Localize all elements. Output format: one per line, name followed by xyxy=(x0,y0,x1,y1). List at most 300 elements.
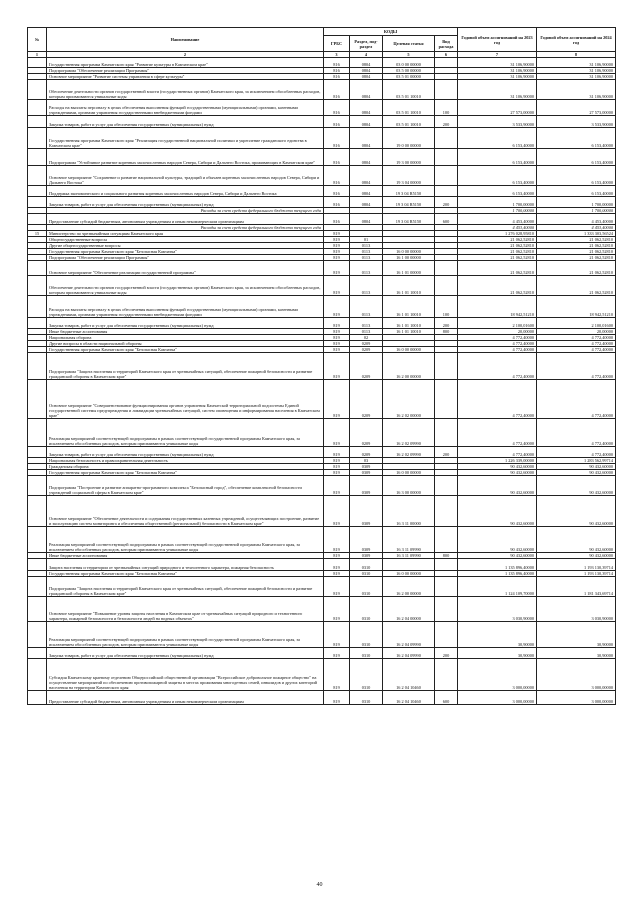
cell-grbs: 819 xyxy=(324,249,350,255)
cell-cs: 16 3 11 09990 xyxy=(383,553,435,559)
cell-grbs: 816 xyxy=(324,214,350,225)
cell-grbs: 816 xyxy=(324,74,350,80)
column-number: 4 xyxy=(350,52,383,58)
cell-rz: 0310 xyxy=(350,622,383,648)
cell-cs: 16 2 04 09990 xyxy=(383,648,435,659)
cell-y2023: 21 062,52810 xyxy=(458,249,537,255)
cell-rz: 0209 xyxy=(350,447,383,458)
cell-name: Подпрограмма "Построение и развитие аппаратно-программного комплекса "Безопасный город", обеспечение комплексной безопасности учреждений социальной сферы в Камчатском крае" xyxy=(47,476,324,496)
cell-grbs: 819 xyxy=(324,329,350,335)
table-row xyxy=(28,476,616,496)
cell-vr xyxy=(435,149,458,166)
table-row xyxy=(28,197,616,208)
cell-cs: 16 2 02 09990 xyxy=(383,419,435,447)
cell-rz: 0310 xyxy=(350,648,383,659)
cell-num xyxy=(28,447,47,458)
cell-rz: 0310 xyxy=(350,577,383,597)
cell-cs: 03 5 01 10010 xyxy=(383,100,435,116)
cell-y2024: 30,90000 xyxy=(537,648,616,659)
cell-vr xyxy=(435,128,458,149)
cell-name: Государственная программа Камчатского края "Безопасная Камчатка" xyxy=(47,470,324,476)
cell-cs: 16 2 00 00000 xyxy=(383,353,435,380)
cell-rz: 0804 xyxy=(350,214,383,225)
cell-rz: 0309 xyxy=(350,476,383,496)
cell-y2024: 6 153,40000 xyxy=(537,166,616,186)
cell-rz: 0113 xyxy=(350,329,383,335)
cell-grbs: 816 xyxy=(324,186,350,197)
cell-cs: 19 3 00 00000 xyxy=(383,149,435,166)
table-row xyxy=(28,58,616,68)
cell-num xyxy=(28,166,47,186)
table-row xyxy=(28,128,616,149)
cell-num xyxy=(28,100,47,116)
table-row xyxy=(28,648,616,659)
cell-y2023: 6 153,40000 xyxy=(458,149,537,166)
cell-grbs: 819 xyxy=(324,659,350,691)
header-vr: Вид расхода xyxy=(435,36,458,52)
cell-cs: 19 3 04 R5150 xyxy=(383,186,435,197)
table-row xyxy=(28,496,616,527)
cell-rz: 0309 xyxy=(350,470,383,476)
cell-y2023: 4 772,40000 xyxy=(458,341,537,347)
cell-grbs: 819 xyxy=(324,571,350,577)
cell-y2024: 4 772,40000 xyxy=(537,335,616,341)
cell-y2024: 21 062,52810 xyxy=(537,243,616,249)
cell-name: Закупка товаров, работ и услуг для обеспечения государственных (муниципальных) нужд xyxy=(47,447,324,458)
cell-num xyxy=(28,58,47,68)
cell-cs: 16 2 02 09990 xyxy=(383,447,435,458)
cell-y2023: 1 226 339,00000 xyxy=(458,458,537,464)
cell-vr: 200 xyxy=(435,318,458,329)
header-rz: Раздел, под-раздел xyxy=(350,36,383,52)
cell-num xyxy=(28,559,47,571)
cell-rz: 0309 xyxy=(350,553,383,559)
cell-vr: 600 xyxy=(435,214,458,225)
cell-y2024: 1 193 130,39714 xyxy=(537,571,616,577)
cell-vr xyxy=(435,261,458,276)
cell-grbs: 819 xyxy=(324,476,350,496)
cell-y2023: 3 533,90000 xyxy=(458,116,537,128)
cell-cs: 16 1 00 00000 xyxy=(383,255,435,261)
cell-name: Реализация мероприятий соответствующей подпрограммы в рамках соответствующей государственной программы Камчатского края, за исключением обособленных расходов, которым присваиваются уникальные коды xyxy=(47,622,324,648)
cell-y2023: 21 062,52810 xyxy=(458,243,537,249)
cell-vr xyxy=(435,80,458,100)
cell-grbs: 816 xyxy=(324,58,350,68)
cell-vr: 200 xyxy=(435,197,458,208)
cell-y2023: 18 942,51210 xyxy=(458,296,537,318)
cell-num xyxy=(28,527,47,553)
cell-name: Закупка товаров, работ и услуг для обеспечения государственных (муниципальных) нужд xyxy=(47,648,324,659)
cell-y2023: 4 453,40000 xyxy=(458,225,537,231)
cell-vr: 200 xyxy=(435,648,458,659)
cell-grbs: 819 xyxy=(324,527,350,553)
cell-name: Общегосударственные вопросы xyxy=(47,237,324,243)
cell-y2024: 3 030,90000 xyxy=(537,597,616,622)
cell-y2023: 90 432,60000 xyxy=(458,464,537,470)
cell-name: Государственная программа Камчатского края "Развитие культуры в Камчатском крае" xyxy=(47,58,324,68)
cell-name: Расходы на выплаты персоналу в целях обеспечения выполнения функций государственными (муниципальными) органами, казенными учреждениями, органами управления государственными внебюджетными фондами xyxy=(47,296,324,318)
cell-name: Закупка товаров, работ и услуг для обеспечения государственных (муниципальных) нужд xyxy=(47,116,324,128)
cell-name: Иные бюджетные ассигнования xyxy=(47,329,324,335)
cell-y2023: 30,90000 xyxy=(458,648,537,659)
cell-name: Основное мероприятие "Обеспечение деятельности и содержания государственных казенных учреждений, осуществляющих построение, развитие и эксплуатацию систем мониторинга и обеспечения общественной (региональной) безопасности в Камчатском крае" xyxy=(47,496,324,527)
table-row xyxy=(28,577,616,597)
cell-y2023: 4 772,40000 xyxy=(458,335,537,341)
cell-rz: 01 xyxy=(350,237,383,243)
cell-vr xyxy=(435,597,458,622)
cell-name: Основное мероприятие "Обеспечение реализации государственной программы" xyxy=(47,261,324,276)
cell-grbs: 819 xyxy=(324,231,350,237)
cell-name: Предоставление субсидий бюджетным, автономным учреждениям и иным некоммерческим организациям xyxy=(47,691,324,705)
cell-y2023: 90 432,60000 xyxy=(458,496,537,527)
cell-cs: 03 5 00 00000 xyxy=(383,68,435,74)
cell-cs: 16 0 00 00000 xyxy=(383,249,435,255)
cell-name: Подпрограмма "Защита населения и территорий Камчатского края от чрезвычайных ситуаций, обеспечение пожарной безопасности и развитие гражданской обороны в Камчатском крае" xyxy=(47,577,324,597)
cell-cs: 19 3 04 R5150 xyxy=(383,197,435,208)
table-header xyxy=(28,28,616,58)
cell-name: Обеспечение деятельности органов государственной власти (государственных органов) Камчатского края, за исключением обособленных расходов, которым присваиваются уникальные коды xyxy=(47,80,324,100)
cell-y2024: 4 772,40000 xyxy=(537,380,616,419)
cell-grbs: 816 xyxy=(324,116,350,128)
cell-y2023: 27 573,00000 xyxy=(458,100,537,116)
cell-y2023: 3 030,90000 xyxy=(458,597,537,622)
cell-vr xyxy=(435,622,458,648)
cell-y2023: 1 135 896,40000 xyxy=(458,559,537,571)
cell-cs: 19 3 04 00000 xyxy=(383,166,435,186)
table-row xyxy=(28,100,616,116)
cell-vr xyxy=(435,476,458,496)
cell-rz: 0804 xyxy=(350,128,383,149)
cell-num xyxy=(28,648,47,659)
cell-y2024: 4 453,40000 xyxy=(537,225,616,231)
table-row xyxy=(28,166,616,186)
cell-y2024: 90 432,60000 xyxy=(537,464,616,470)
cell-rz: 0209 xyxy=(350,341,383,347)
cell-rz: 0804 xyxy=(350,149,383,166)
cell-cs: 03 0 00 00000 xyxy=(383,58,435,68)
cell-y2024: 31 106,90000 xyxy=(537,80,616,100)
cell-y2023: 21 062,52810 xyxy=(458,255,537,261)
cell-y2024: 90 432,60000 xyxy=(537,470,616,476)
cell-y2024: 90 432,60000 xyxy=(537,553,616,559)
cell-num xyxy=(28,128,47,149)
cell-rz: 0804 xyxy=(350,68,383,74)
cell-vr xyxy=(435,419,458,447)
cell-rz: 0209 xyxy=(350,380,383,419)
cell-y2024: 4 772,40000 xyxy=(537,347,616,353)
cell-y2024: 31 106,90000 xyxy=(537,74,616,80)
cell-cs: 03 5 01 10010 xyxy=(383,80,435,100)
cell-rz: 0310 xyxy=(350,597,383,622)
cell-num xyxy=(28,622,47,648)
table-row xyxy=(28,276,616,296)
table-row xyxy=(28,80,616,100)
cell-name: Другие вопросы в области национальной обороны xyxy=(47,341,324,347)
cell-rz: 0113 xyxy=(350,249,383,255)
cell-cs: 16 2 04 10460 xyxy=(383,659,435,691)
cell-y2023: 90 432,60000 xyxy=(458,470,537,476)
cell-name: Подпрограмма "Защита населения и территорий Камчатского края от чрезвычайных ситуаций, обеспечение пожарной безопасности и развитие гражданской обороны в Камчатском крае" xyxy=(47,353,324,380)
cell-name: Предоставление субсидий бюджетным, автономным учреждениям и иным некоммерческим организациям xyxy=(47,214,324,225)
cell-y2023: 31 106,90000 xyxy=(458,74,537,80)
cell-grbs: 816 xyxy=(324,166,350,186)
cell-num xyxy=(28,659,47,691)
cell-grbs: 819 xyxy=(324,622,350,648)
cell-y2023: 21 062,52810 xyxy=(458,276,537,296)
cell-grbs: 819 xyxy=(324,341,350,347)
column-number: 5 xyxy=(383,52,435,58)
cell-grbs: 819 xyxy=(324,577,350,597)
cell-cs: 16 2 02 00000 xyxy=(383,380,435,419)
cell-y2024: 4 772,40000 xyxy=(537,447,616,458)
cell-cs: 16 3 11 00000 xyxy=(383,496,435,527)
table-row xyxy=(28,527,616,553)
cell-vr xyxy=(435,276,458,296)
cell-name: Государственная программа Камчатского края "Безопасная Камчатка" xyxy=(47,347,324,353)
cell-vr xyxy=(435,186,458,197)
cell-num xyxy=(28,197,47,208)
cell-num xyxy=(28,80,47,100)
cell-cs: 16 2 00 00000 xyxy=(383,577,435,597)
cell-num xyxy=(28,419,47,447)
cell-grbs: 819 xyxy=(324,648,350,659)
cell-name: Закупка товаров, работ и услуг для обеспечения государственных (муниципальных) нужд xyxy=(47,197,324,208)
cell-grbs: 819 xyxy=(324,353,350,380)
cell-grbs: 819 xyxy=(324,276,350,296)
table-row xyxy=(28,353,616,380)
cell-grbs: 819 xyxy=(324,380,350,419)
cell-y2023: 4 772,40000 xyxy=(458,380,537,419)
cell-y2024: 90 432,60000 xyxy=(537,496,616,527)
cell-name: Поддержка экономического и социального развития коренных малочисленных народов Севера, Сибири и Дальнего Востока xyxy=(47,186,324,197)
cell-name: Основное мероприятие "Сохранение и развитие национальной культуры, традиций и обычаев коренных малочисленных народов Севера, Сибири и Дальнего Востока" xyxy=(47,166,324,186)
cell-cs: 03 5 01 10010 xyxy=(383,116,435,128)
header-name: Наименование xyxy=(47,28,324,52)
cell-y2023: 6 153,40000 xyxy=(458,186,537,197)
cell-grbs: 819 xyxy=(324,496,350,527)
cell-num xyxy=(28,380,47,419)
cell-rz: 0804 xyxy=(350,74,383,80)
cell-cs: 16 1 01 10010 xyxy=(383,329,435,335)
cell-y2024: 4 772,40000 xyxy=(537,353,616,380)
cell-grbs: 819 xyxy=(324,296,350,318)
cell-rz: 0209 xyxy=(350,353,383,380)
cell-grbs: 819 xyxy=(324,691,350,705)
cell-name: Основное мероприятие "Совершенствование функционирования органов управления Камчатской территориальной подсистемы Единой государственной системы предупреждения и ликвидации чрезвычайных ситуаций, систем оповещения и информирования населения в Камчатском крае" xyxy=(47,380,324,419)
cell-y2024: 1 333 303,56524 xyxy=(537,231,616,237)
cell-num xyxy=(28,186,47,197)
cell-name: Государственная программа Камчатского края "Безопасная Камчатка" xyxy=(47,571,324,577)
table-row xyxy=(28,659,616,691)
cell-rz: 0310 xyxy=(350,571,383,577)
cell-y2024: 6 153,40000 xyxy=(537,149,616,166)
cell-vr: 100 xyxy=(435,100,458,116)
cell-y2023: 90 432,60000 xyxy=(458,553,537,559)
cell-y2023: 90 432,60000 xyxy=(458,476,537,496)
cell-y2023: 6 153,40000 xyxy=(458,166,537,186)
cell-cs: 16 3 00 00000 xyxy=(383,476,435,496)
cell-y2024: 21 062,52810 xyxy=(537,261,616,276)
cell-vr: 100 xyxy=(435,296,458,318)
table-row xyxy=(28,116,616,128)
cell-y2024: 90 432,60000 xyxy=(537,476,616,496)
cell-y2024: 90 432,60000 xyxy=(537,527,616,553)
cell-vr xyxy=(435,353,458,380)
table-row xyxy=(28,622,616,648)
cell-y2023: 1 135 896,40000 xyxy=(458,571,537,577)
cell-num: 15 xyxy=(28,231,47,237)
cell-y2024: 3 000,00000 xyxy=(537,691,616,705)
cell-y2024: 31 106,90000 xyxy=(537,68,616,74)
cell-y2024: 4 772,40000 xyxy=(537,341,616,347)
cell-name: Министерство по чрезвычайным ситуациям Камчатского края xyxy=(47,231,324,237)
cell-y2024: 1 283 562,99714 xyxy=(537,458,616,464)
cell-rz: 0804 xyxy=(350,80,383,100)
cell-name: Основное мероприятие "Развитие системы управления в сфере культуры" xyxy=(47,74,324,80)
cell-cs: 03 5 01 00000 xyxy=(383,74,435,80)
cell-vr: 200 xyxy=(435,116,458,128)
cell-name: Закупка товаров, работ и услуг для обеспечения государственных (муниципальных) нужд xyxy=(47,318,324,329)
cell-rz: 0804 xyxy=(350,166,383,186)
cell-y2024: 3 533,90000 xyxy=(537,116,616,128)
cell-num xyxy=(28,353,47,380)
cell-y2024: 21 062,52810 xyxy=(537,255,616,261)
cell-y2023: 21 062,52810 xyxy=(458,237,537,243)
cell-y2024: 30,90000 xyxy=(537,622,616,648)
cell-y2023: 31 106,90000 xyxy=(458,68,537,74)
cell-num xyxy=(28,116,47,128)
table-row xyxy=(28,559,616,571)
cell-y2023: 4 772,40000 xyxy=(458,353,537,380)
cell-y2023: 90 432,60000 xyxy=(458,527,537,553)
cell-y2024: 1 193 130,39714 xyxy=(537,559,616,571)
cell-num xyxy=(28,691,47,705)
table-body xyxy=(28,58,616,705)
cell-y2024: 4 772,40000 xyxy=(537,419,616,447)
cell-num xyxy=(28,296,47,318)
table-row xyxy=(28,380,616,419)
cell-rz: 0309 xyxy=(350,496,383,527)
table-row xyxy=(28,186,616,197)
cell-grbs: 816 xyxy=(324,100,350,116)
cell-y2024: 6 153,40000 xyxy=(537,128,616,149)
cell-y2023: 4 453,40000 xyxy=(458,214,537,225)
cell-y2024: 31 106,90000 xyxy=(537,58,616,68)
cell-cs xyxy=(383,559,435,571)
cell-cs: 16 2 04 00000 xyxy=(383,597,435,622)
column-number: 6 xyxy=(435,52,458,58)
cell-grbs: 819 xyxy=(324,419,350,447)
cell-rz: 0804 xyxy=(350,186,383,197)
cell-grbs: 816 xyxy=(324,80,350,100)
cell-name: Государственная программа Камчатского края "Реализация государственной национальной политики и укрепление гражданского единства в Камчатском крае" xyxy=(47,128,324,149)
cell-name: Субсидия Камчатскому краевому отделению Общероссийской общественной организации "Всероссийское добровольное пожарное общество" на осуществление мероприятий по обеспечению противопожарной защиты в местах проживания многодетных семей, инвалидов и других категорий населения на территории Камчатского края xyxy=(47,659,324,691)
cell-grbs: 819 xyxy=(324,243,350,249)
cell-rz: 0113 xyxy=(350,243,383,249)
cell-vr xyxy=(435,496,458,527)
cell-name: Расходы за счет средств федерального бюджета текущего года xyxy=(47,225,324,231)
column-number: 8 xyxy=(537,52,616,58)
column-number: 2 xyxy=(47,52,324,58)
cell-grbs: 819 xyxy=(324,335,350,341)
cell-y2023: 1 276 028,95810 xyxy=(458,231,537,237)
cell-grbs: 819 xyxy=(324,464,350,470)
cell-name: Подпрограмма "Обеспечение реализации Программы" xyxy=(47,68,324,74)
cell-name: Расходы на выплаты персоналу в целях обеспечения выполнения функций государственными (муниципальными) органами, казенными учреждениями, органами управления государственными внебюджетными фондами xyxy=(47,100,324,116)
cell-y2023: 4 772,40000 xyxy=(458,347,537,353)
cell-num xyxy=(28,214,47,225)
cell-grbs: 819 xyxy=(324,261,350,276)
column-number: 1 xyxy=(28,52,47,58)
header-cs: Целевая статья xyxy=(383,36,435,52)
cell-rz: 0113 xyxy=(350,276,383,296)
cell-y2024: 21 062,52810 xyxy=(537,249,616,255)
cell-vr xyxy=(435,659,458,691)
cell-grbs: 819 xyxy=(324,559,350,571)
cell-y2024: 4 453,40000 xyxy=(537,214,616,225)
table-row xyxy=(28,318,616,329)
cell-rz: 0209 xyxy=(350,347,383,353)
cell-rz: 0310 xyxy=(350,691,383,705)
cell-name: Расходы за счет средств федерального бюджета текущего года xyxy=(47,208,324,214)
cell-y2023: 30,90000 xyxy=(458,622,537,648)
cell-y2024: 27 573,00000 xyxy=(537,100,616,116)
cell-vr: 800 xyxy=(435,329,458,335)
cell-name: Национальная оборона xyxy=(47,335,324,341)
cell-cs: 16 1 01 10010 xyxy=(383,318,435,329)
cell-y2024: 20,00000 xyxy=(537,329,616,335)
cell-grbs: 819 xyxy=(324,255,350,261)
cell-rz: 0113 xyxy=(350,261,383,276)
column-number: 3 xyxy=(324,52,350,58)
cell-cs: 16 2 04 10460 xyxy=(383,691,435,705)
cell-rz: 0209 xyxy=(350,419,383,447)
cell-vr xyxy=(435,559,458,571)
cell-y2024: 18 942,51210 xyxy=(537,296,616,318)
cell-num xyxy=(28,496,47,527)
cell-grbs: 816 xyxy=(324,68,350,74)
cell-cs: 19 0 00 00000 xyxy=(383,128,435,149)
table-row xyxy=(28,691,616,705)
cell-name: Реализация мероприятий соответствующей подпрограммы в рамках соответствующей государственной программы Камчатского края, за исключением обособленных расходов, которым присваиваются уникальные коды xyxy=(47,527,324,553)
cell-vr: 200 xyxy=(435,447,458,458)
cell-name: Гражданская оборона xyxy=(47,464,324,470)
cell-rz: 03 xyxy=(350,458,383,464)
table-row xyxy=(28,296,616,318)
cell-grbs: 819 xyxy=(324,458,350,464)
cell-y2024: 2 100,01600 xyxy=(537,318,616,329)
cell-y2024: 6 153,40000 xyxy=(537,186,616,197)
cell-rz: 0804 xyxy=(350,58,383,68)
header-2024: Годовой объем ассигнований на 2024 год xyxy=(537,28,616,52)
header-num: № xyxy=(28,28,47,52)
table-row xyxy=(28,214,616,225)
cell-cs: 16 3 11 09990 xyxy=(383,527,435,553)
cell-grbs: 816 xyxy=(324,197,350,208)
cell-vr xyxy=(435,380,458,419)
cell-vr xyxy=(435,577,458,597)
cell-grbs: 816 xyxy=(324,128,350,149)
cell-name: Основное мероприятие "Повышение уровня защиты населения в Камчатском крае от чрезвычайных ситуаций природного и техногенного характера, пожарной безопасности и безопасности людей на водных объектах" xyxy=(47,597,324,622)
cell-y2023: 3 000,00000 xyxy=(458,691,537,705)
cell-rz: 0309 xyxy=(350,464,383,470)
cell-y2023: 1 700,00000 xyxy=(458,197,537,208)
cell-grbs: 819 xyxy=(324,470,350,476)
cell-num xyxy=(28,276,47,296)
cell-rz: 0804 xyxy=(350,100,383,116)
table-row xyxy=(28,261,616,276)
cell-cs: 16 1 01 00000 xyxy=(383,261,435,276)
